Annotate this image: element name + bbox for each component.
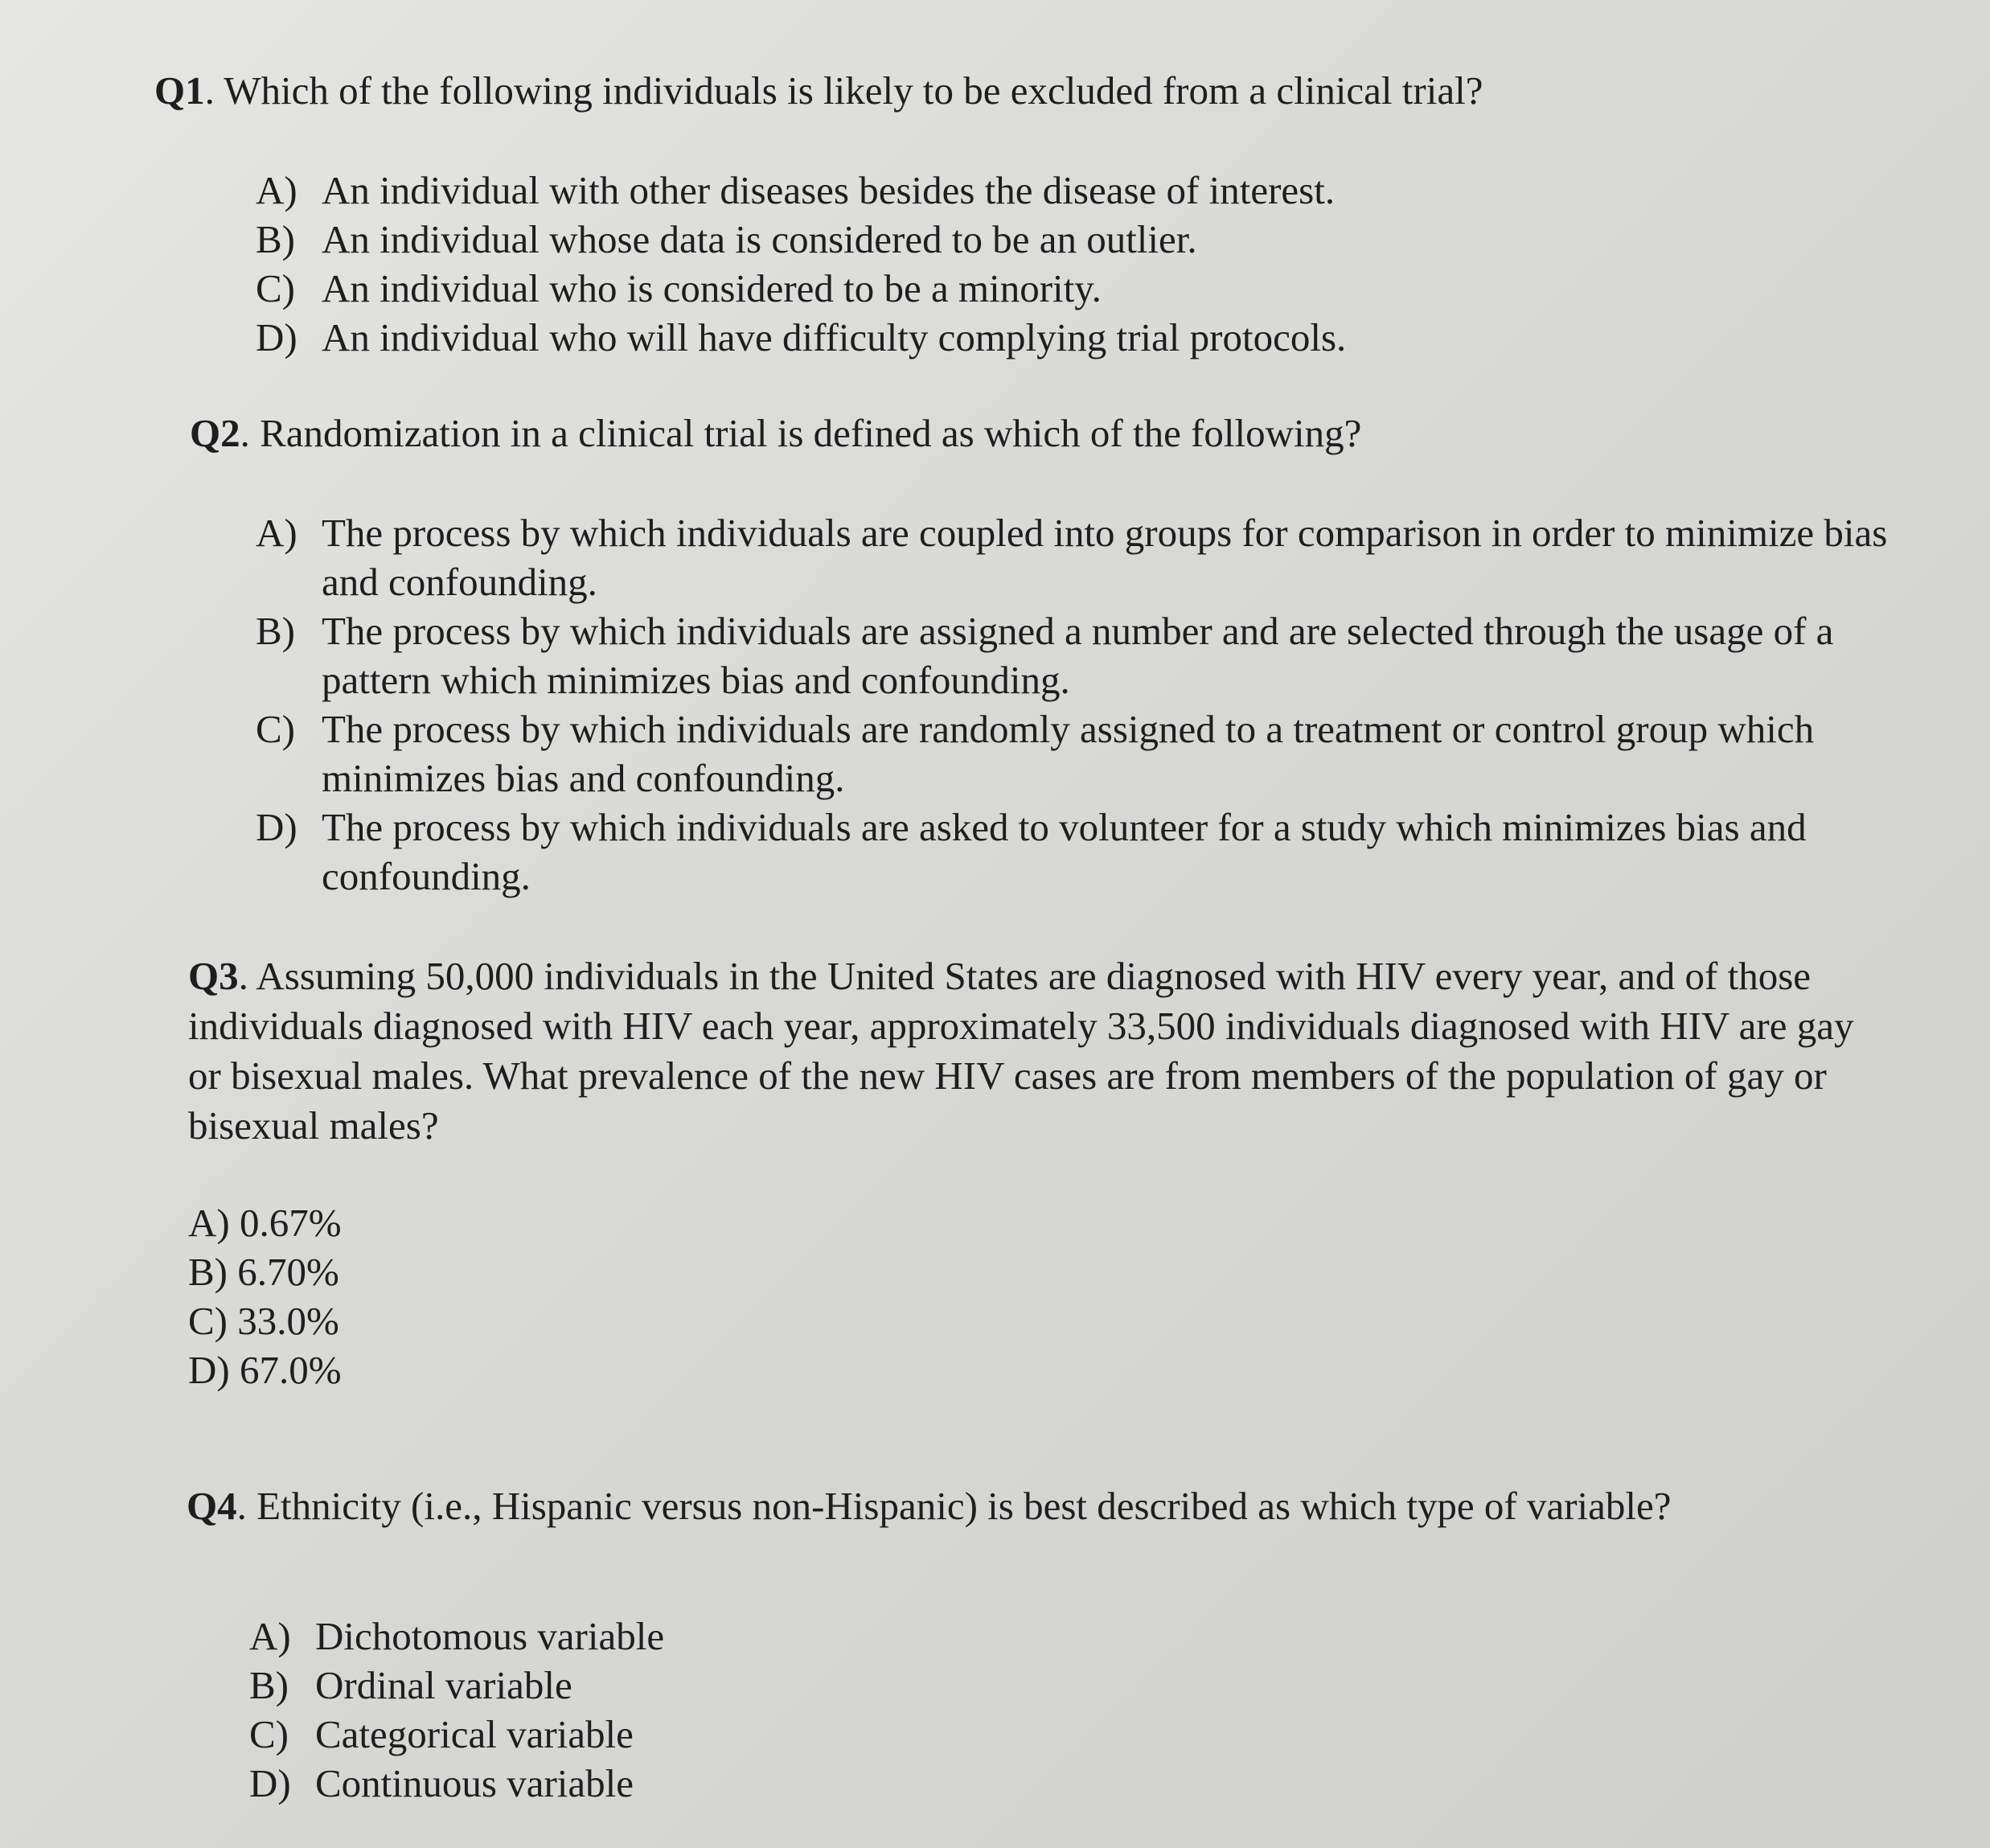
option-d	[249, 1759, 1214, 1808]
option-b	[188, 1247, 671, 1296]
option-d	[256, 803, 1896, 901]
option-d	[188, 1345, 671, 1394]
option-letter: A)	[256, 168, 297, 212]
option-text: An individual who will have difficulty complying trial protocols.	[322, 315, 1347, 359]
question-2-options	[256, 508, 1896, 901]
option-letter: A)	[188, 1201, 230, 1245]
question-text: . Assuming 50,000 individuals in the United States are diagnosed with HIV every year, and of those individuals diagnosed with HIV each year, approximately 33,500 individuals diagnosed with HIV are gay or bisexual males. What prevalence of the new HIV cases are from members of the population of gay or bisexual males?	[188, 954, 1854, 1148]
question-number: Q1	[154, 68, 205, 113]
option-b	[249, 1661, 1214, 1710]
question-number: Q3	[188, 954, 239, 998]
option-text: Ordinal variable	[315, 1663, 572, 1707]
option-d	[256, 313, 1864, 362]
option-text: 6.70%	[237, 1250, 339, 1294]
option-letter: D)	[249, 1761, 291, 1805]
option-letter: B)	[256, 217, 295, 261]
question-4-options	[249, 1612, 1214, 1808]
option-letter: B)	[188, 1250, 228, 1294]
option-text: Categorical variable	[315, 1712, 634, 1756]
option-text: An individual whose data is considered to be an outlier.	[322, 217, 1197, 261]
option-c	[256, 264, 1864, 313]
option-text: The process by which individuals are assigned a number and are selected through the usage of a pattern which minimizes bias and confounding.	[322, 609, 1834, 702]
option-letter: B)	[249, 1663, 289, 1707]
question-3-options	[188, 1198, 671, 1394]
option-a	[188, 1198, 671, 1247]
option-text: 0.67%	[239, 1201, 342, 1245]
question-3	[188, 951, 1885, 1151]
option-letter: B)	[256, 609, 295, 653]
option-text: The process by which individuals are asked to volunteer for a study which minimizes bias and confounding.	[322, 805, 1807, 898]
question-text: . Which of the following individuals is likely to be excluded from a clinical trial?	[204, 68, 1483, 113]
option-letter: C)	[188, 1299, 228, 1343]
option-text: Dichotomous variable	[315, 1614, 665, 1658]
option-letter: C)	[256, 266, 295, 310]
option-a	[256, 166, 1864, 215]
option-b	[256, 215, 1864, 264]
option-letter: C)	[249, 1712, 289, 1756]
question-1	[154, 66, 1483, 116]
option-letter: D)	[188, 1348, 230, 1392]
option-text: An individual with other diseases besides the disease of interest.	[322, 168, 1336, 212]
option-c	[256, 704, 1896, 803]
option-letter: A)	[249, 1614, 291, 1658]
question-1-options	[256, 166, 1864, 362]
option-text: Continuous variable	[315, 1761, 634, 1805]
question-text: . Randomization in a clinical trial is defined as which of the following?	[240, 411, 1362, 455]
option-letter: A)	[256, 511, 297, 555]
option-b	[256, 606, 1896, 704]
option-text: An individual who is considered to be a minority.	[322, 266, 1102, 310]
question-4	[187, 1481, 1672, 1531]
question-text: . Ethnicity (i.e., Hispanic versus non-Hispanic) is best described as which type of variable?	[236, 1484, 1672, 1528]
option-text: The process by which individuals are coupled into groups for comparison in order to minimize bias and confounding.	[322, 511, 1888, 604]
option-letter: D)	[256, 805, 297, 849]
option-c	[249, 1710, 1214, 1759]
option-text: 67.0%	[239, 1348, 342, 1392]
question-number: Q4	[187, 1484, 237, 1528]
option-a	[256, 508, 1896, 606]
option-a	[249, 1612, 1214, 1661]
question-number: Q2	[190, 411, 240, 455]
option-text: 33.0%	[237, 1299, 339, 1343]
option-text: The process by which individuals are randomly assigned to a treatment or control group which minimizes bias and confounding.	[322, 707, 1815, 800]
question-2	[190, 409, 1361, 458]
option-c	[188, 1296, 671, 1345]
option-letter: C)	[256, 707, 295, 751]
option-letter: D)	[256, 315, 297, 359]
